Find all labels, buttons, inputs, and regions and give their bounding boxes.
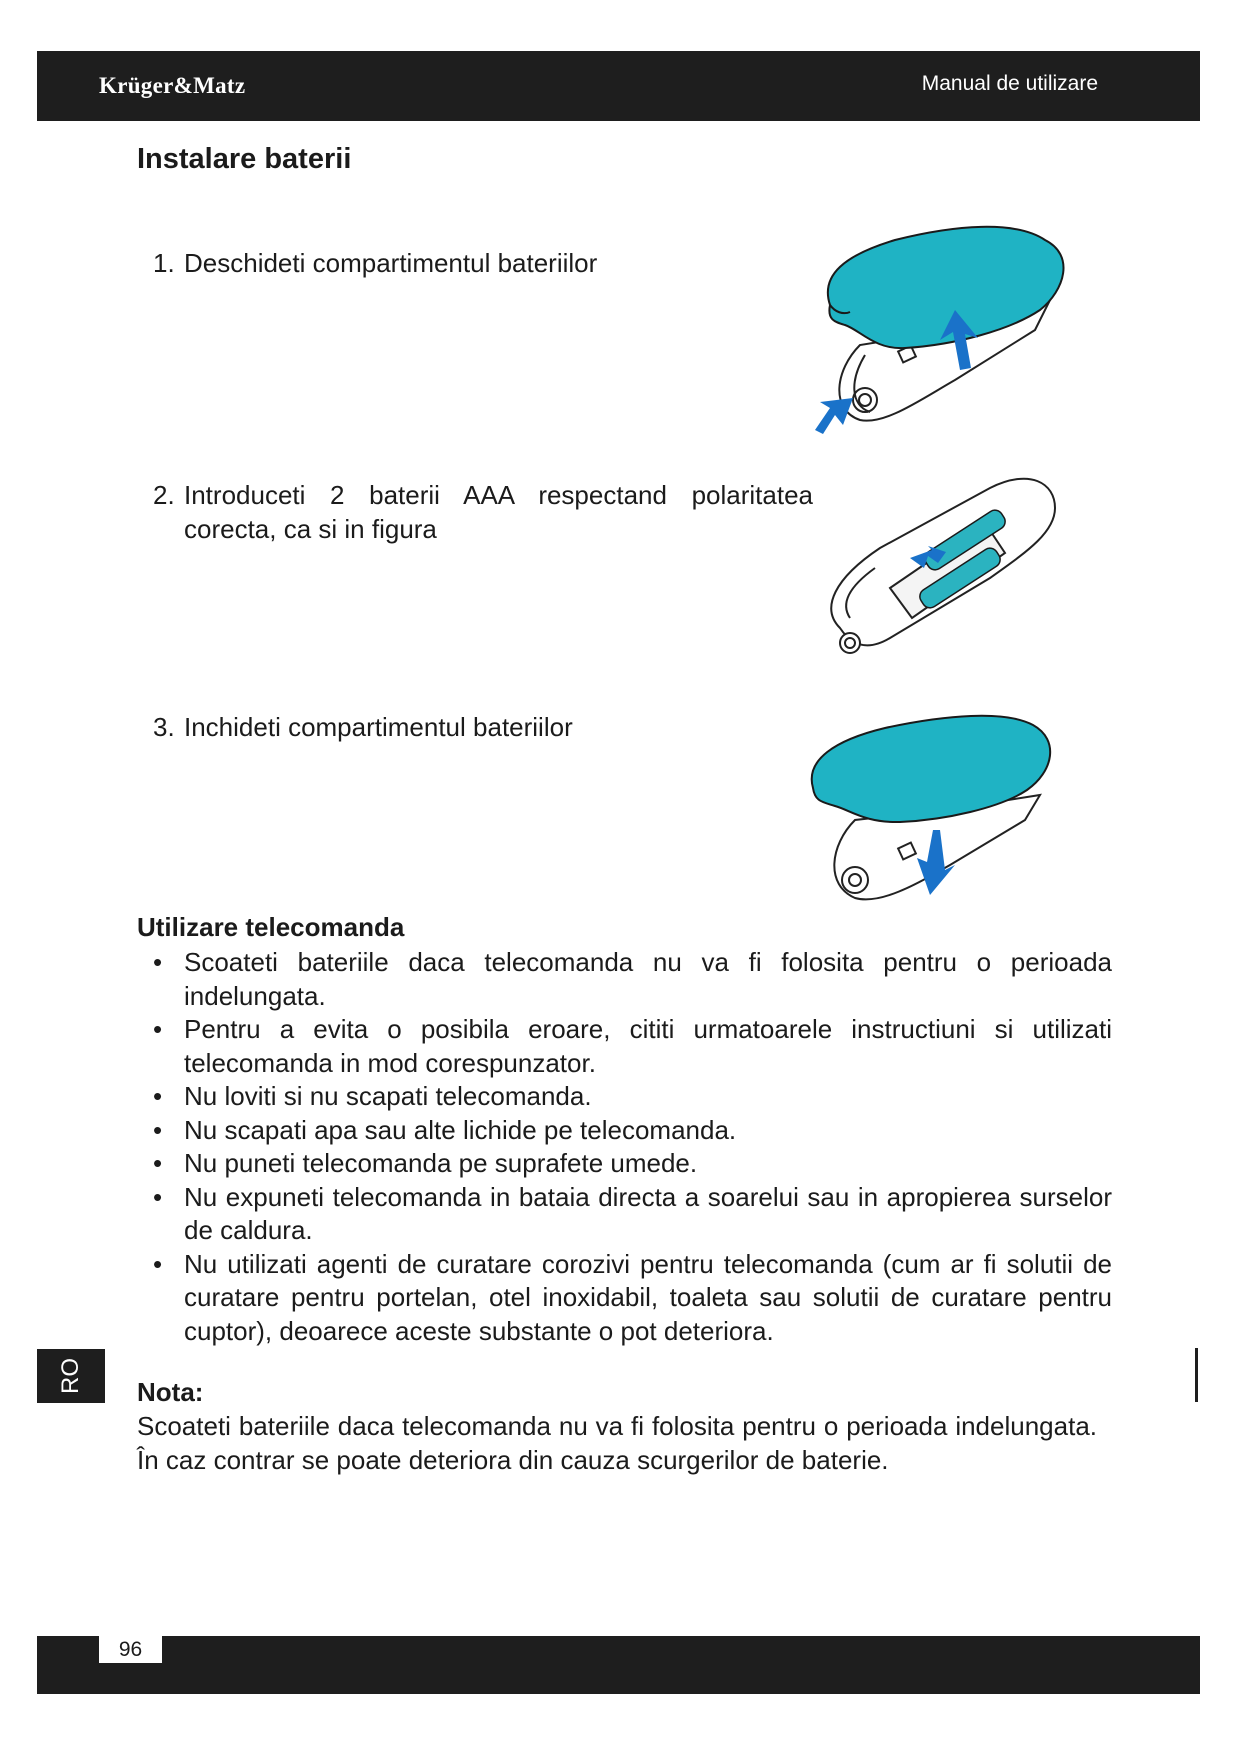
list-item: • Nu utilizati agenti de curatare corozivi pentru telecomanda (cum ar fi solutii de curatare pentru portelan, otel inoxidabil, toaleta sau solutii de curatare pentru cuptor), deoarece aceste substante o pot deteriora.: [153, 1248, 1112, 1346]
insert-batteries-illustration: [820, 468, 1065, 668]
list-item: • Pentru a evita o posibila eroare, cititi urmatoarele instructiuni si utilizati telecomanda in mod corespunzator.: [153, 1014, 1112, 1078]
open-cover-illustration: [805, 220, 1085, 445]
bullet-icon: •: [153, 1181, 163, 1212]
list-item: • Nu scapati apa sau alte lichide pe telecomanda.: [150, 1114, 1112, 1148]
brand-logo: Krüger&Matz: [99, 73, 246, 98]
step-text: Deschideti compartimentul bateriilor: [184, 248, 598, 278]
step-number: 1.: [153, 248, 175, 278]
manual-title: Manual de utilizare: [921, 72, 1098, 95]
step-1: [153, 246, 813, 280]
list-item: • Nu loviti si nu scapati telecomanda.: [150, 1080, 1112, 1114]
step-number: 3.: [153, 712, 175, 742]
footer-bar: [37, 1636, 1200, 1694]
list-item: • Nu puneti telecomanda pe suprafete umede.: [150, 1147, 1112, 1181]
bullet-icon: •: [153, 1114, 163, 1145]
bullet-icon: •: [153, 1014, 163, 1044]
list-item: • Scoateti bateriile daca telecomanda nu va fi folosita pentru o perioada indelungata.: [153, 947, 1112, 1011]
note-title: Nota:: [137, 1377, 204, 1407]
bullet-icon: •: [153, 1081, 163, 1111]
bullet-icon: •: [153, 1248, 163, 1279]
language-tab: [37, 1349, 105, 1403]
list-item: • Nu expuneti telecomanda in bataia directa a soarelui sau in apropierea surselor de caldura.: [153, 1181, 1112, 1245]
page-number: 96: [99, 1636, 162, 1663]
header-bar: [37, 51, 1200, 121]
usage-bullet-list: [150, 946, 1112, 1348]
section-title-battery-install: Instalare baterii: [137, 143, 352, 175]
bullet-icon: •: [153, 947, 163, 977]
step-2: [153, 478, 813, 546]
section-title-remote-usage: Utilizare telecomanda: [137, 912, 405, 942]
step-text: Introduceti 2 baterii AAA respectand polaritatea corecta, ca si in figura: [184, 480, 813, 544]
push-arrow-icon: [815, 398, 853, 434]
step-text: Inchideti compartimentul bateriilor: [184, 712, 573, 742]
right-edge-marker: [1195, 1348, 1198, 1402]
note-text: Scoateti bateriile daca telecomanda nu va fi folosita pentru o perioada indelungata. În caz contrar se poate deteriora din cauza scurgerilor de baterie.: [137, 1411, 1097, 1475]
step-3: [153, 710, 813, 744]
step-number: 2.: [153, 480, 175, 510]
close-cover-illustration: [805, 710, 1065, 915]
bullet-icon: •: [153, 1148, 163, 1178]
language-code: RO: [57, 1358, 84, 1394]
